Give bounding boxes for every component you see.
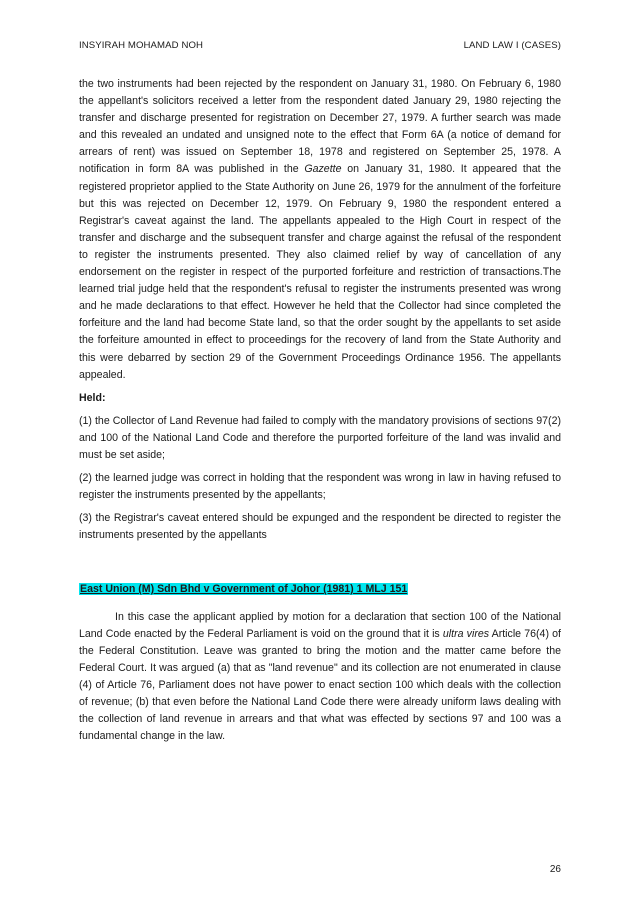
holding-1: (1) the Collector of Land Revenue had failed to comply with the mandatory provisions of sections 97(2) and 100 of the National Land Code and therefore the purported forfeiture of the land was invalid and must be set aside;: [79, 414, 561, 461]
page-header: [79, 40, 561, 51]
case-title-text: East Union (M) Sdn Bhd v Government of Johor (1981) 1 MLJ 151: [80, 583, 408, 596]
document-body: [79, 76, 561, 751]
paragraph-text: the two instruments had been rejected by the respondent on January 31, 1980. On February 6, 1980 the appellant's solicitors received a letter from the respondent dated January 29, 1980 rejecting the transfer and discharge presented for registration on December 27, 1979. A further search was made and this revealed an undated and unsigned note to the effect that Form 6A (a notice of demand for arrears of rent) was issued on September 18, 1978 and registered on September 25, 1978. A notification in form 8A was published in the: [79, 78, 561, 176]
italic-text: Gazette: [304, 163, 342, 176]
case-title: [79, 581, 561, 598]
paragraph-case-facts: [79, 609, 561, 746]
paragraph-text: Article 76(4) of the Federal Constitution. Leave was granted to bring the motion and the matter came before the Federal Court. It was argued (a) that as "land revenue" and its collection are not enumerated in clause (4) of Article 76, Parliament does not have power to enact section 100 which deals with the collection of revenue; (b) that even before the National Land Code there were already uniform laws dealing with the collection of land revenue in arrears and that what was effected by sections 97 and 100 was a fundamental change in the law.: [79, 627, 561, 743]
paragraph-facts: [79, 76, 561, 384]
italic-text: ultra vires: [442, 627, 490, 640]
held-heading: Held:: [79, 391, 106, 404]
page-number: 26: [549, 864, 561, 875]
paragraph-text: In this case the applicant applied by motion for a declaration that section 100 of the National Land Code enacted by the Federal Parliament is void on the ground that it is: [79, 610, 561, 640]
header-course: LAND LAW I (CASES): [463, 40, 561, 51]
paragraph-text: on January 31, 1980. It appeared that the registered proprietor applied to the State Authority on June 26, 1979 for the annulment of the forfeiture but this was rejected on December 12, 1979. On February 9, 1980 the respondent entered a Registrar's caveat against the land. The appellants appealed to the High Court in respect of the transfer and discharge and the subsequent transfer and charge against the refusal of the respondent to register the instruments presented. They also claimed relief by way of cancellation of any endorsement on the register in respect of the purported forfeiture and restriction of transactions.The learned trial judge held that the respondent's refusal to register the instruments presented was wrong and he made declarations to that effect. However he held that the Collector had since completed the forfeiture and the land had become State land, so that the order sought by the appellants to set aside the forfeiture amounted in effect to proceedings for the recovery of land from the State Authority and this were debarred by section 29 of the Government Proceedings Ordinance 1956. The appellants appealed.: [79, 163, 561, 381]
holding-3: (3) the Registrar's caveat entered should be expunged and the respondent be directed to register the instruments presented by the appellants: [79, 512, 561, 542]
header-author: INSYIRAH MOHAMAD NOH: [79, 40, 204, 51]
holding-2: (2) the learned judge was correct in holding that the respondent was wrong in law in having refused to register the instruments presented by the appellants;: [79, 472, 561, 502]
